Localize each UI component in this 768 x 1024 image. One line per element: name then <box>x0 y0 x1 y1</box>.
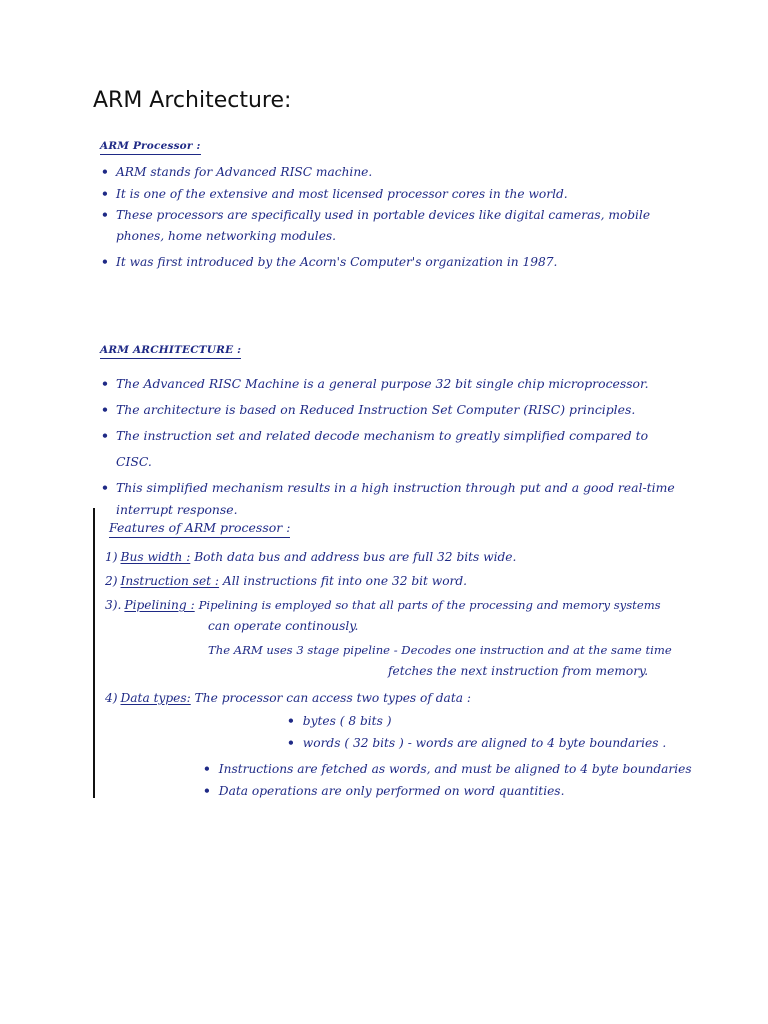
feature-text: The processor can access two types of data : <box>194 691 471 705</box>
feature-label: Bus width : <box>120 550 191 564</box>
data-type-item: • words ( 32 bits ) - words are aligned to 4 byte boundaries . <box>287 736 666 750</box>
section-heading-arm-processor: ARM Processor : <box>100 140 201 155</box>
list-item: • The instruction set and related decode mechanism to greatly simplified compared to CISC. <box>100 423 680 475</box>
feature-note: • Instructions are fetched as words, and must be aligned to 4 byte boundaries <box>203 762 692 776</box>
arm-architecture-bullets <box>100 371 680 521</box>
page-title: ARM Architecture: <box>93 88 292 113</box>
list-item: • ARM stands for Advanced RISC machine. <box>100 161 680 183</box>
arm-processor-bullets <box>100 161 680 273</box>
feature-number: 1) <box>105 550 118 564</box>
pipelining-continuation: fetches the next instruction from memory. <box>388 664 649 678</box>
section-heading-arm-architecture: ARM ARCHITECTURE : <box>100 344 241 359</box>
feature-pipelining <box>105 598 661 612</box>
list-item: • The Advanced RISC Machine is a general purpose 32 bit single chip microprocessor. <box>100 371 680 397</box>
features-section <box>93 508 692 798</box>
list-item: • This simplified mechanism results in a high instruction through put and a good real-time interrupt response. <box>100 477 680 521</box>
feature-instruction-set <box>105 574 467 588</box>
feature-text: All instructions fit into one 32 bit word. <box>222 574 468 588</box>
feature-bus-width <box>105 550 516 564</box>
list-item: • It was first introduced by the Acorn's Computer's organization in 1987. <box>100 251 680 273</box>
pipelining-continuation: The ARM uses 3 stage pipeline - Decodes one instruction and at the same time <box>208 643 672 657</box>
feature-number: 2) <box>105 574 118 588</box>
arm-architecture-section <box>100 338 680 521</box>
list-item: • The architecture is based on Reduced Instruction Set Computer (RISC) principles. <box>100 397 680 423</box>
arm-processor-section <box>100 134 680 273</box>
list-item: • These processors are specifically used in portable devices like digital cameras, mobile phones, home networking modules. <box>100 205 680 247</box>
feature-label: Pipelining : <box>124 598 195 612</box>
data-type-item: • bytes ( 8 bits ) <box>287 714 391 728</box>
pipelining-continuation: can operate continously. <box>208 619 359 633</box>
feature-text: Pipelining is employed so that all parts of the processing and memory systems <box>198 598 661 612</box>
feature-label: Data types: <box>120 691 191 705</box>
feature-note: • Data operations are only performed on word quantities. <box>203 784 564 798</box>
feature-text: Both data bus and address bus are full 32 bits wide. <box>194 550 517 564</box>
feature-label: Instruction set : <box>120 574 220 588</box>
list-item: • It is one of the extensive and most licensed processor cores in the world. <box>100 183 680 205</box>
feature-data-types <box>105 691 471 705</box>
feature-number: 4) <box>105 691 118 705</box>
section-heading-features: Features of ARM processor : <box>109 520 290 538</box>
feature-number: 3). <box>105 598 122 612</box>
